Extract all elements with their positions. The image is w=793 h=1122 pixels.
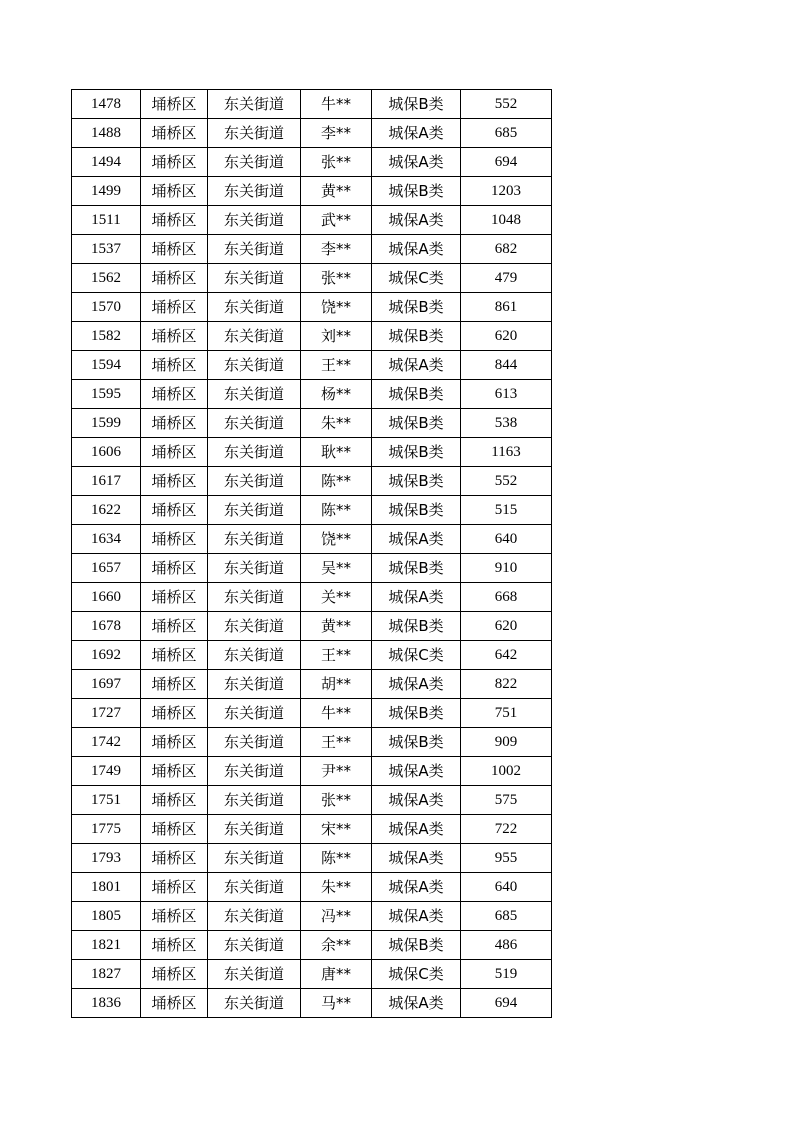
cell-category: 城保B类 xyxy=(372,409,461,438)
cell-category: 城保B类 xyxy=(372,931,461,960)
cell-amount: 822 xyxy=(461,670,552,699)
cell-amount: 955 xyxy=(461,844,552,873)
table-row xyxy=(72,467,552,496)
cell-name: 陈** xyxy=(301,467,372,496)
cell-category: 城保B类 xyxy=(372,728,461,757)
cell-region: 埇桥区 xyxy=(141,322,208,351)
cell-amount: 668 xyxy=(461,583,552,612)
cell-street: 东关街道 xyxy=(208,525,301,554)
table-row xyxy=(72,90,552,119)
cell-street: 东关街道 xyxy=(208,119,301,148)
cell-name: 杨** xyxy=(301,380,372,409)
cell-id: 1562 xyxy=(72,264,141,293)
cell-street: 东关街道 xyxy=(208,554,301,583)
cell-category: 城保A类 xyxy=(372,757,461,786)
cell-amount: 722 xyxy=(461,815,552,844)
cell-street: 东关街道 xyxy=(208,496,301,525)
cell-amount: 613 xyxy=(461,380,552,409)
cell-category: 城保C类 xyxy=(372,960,461,989)
cell-street: 东关街道 xyxy=(208,90,301,119)
table-row xyxy=(72,960,552,989)
cell-name: 张** xyxy=(301,264,372,293)
cell-name: 王** xyxy=(301,728,372,757)
table-row xyxy=(72,264,552,293)
cell-id: 1537 xyxy=(72,235,141,264)
beneficiary-table xyxy=(71,89,552,1018)
cell-name: 唐** xyxy=(301,960,372,989)
table-row xyxy=(72,583,552,612)
table-row xyxy=(72,757,552,786)
table-row xyxy=(72,902,552,931)
cell-street: 东关街道 xyxy=(208,699,301,728)
cell-category: 城保B类 xyxy=(372,177,461,206)
cell-id: 1660 xyxy=(72,583,141,612)
cell-amount: 844 xyxy=(461,351,552,380)
cell-category: 城保A类 xyxy=(372,525,461,554)
cell-name: 张** xyxy=(301,786,372,815)
table-row xyxy=(72,293,552,322)
cell-amount: 751 xyxy=(461,699,552,728)
cell-region: 埇桥区 xyxy=(141,177,208,206)
cell-id: 1594 xyxy=(72,351,141,380)
table-row xyxy=(72,728,552,757)
cell-id: 1582 xyxy=(72,322,141,351)
cell-street: 东关街道 xyxy=(208,960,301,989)
cell-name: 牛** xyxy=(301,90,372,119)
table-row xyxy=(72,554,552,583)
cell-name: 耿** xyxy=(301,438,372,467)
cell-id: 1793 xyxy=(72,844,141,873)
table-row xyxy=(72,322,552,351)
cell-category: 城保A类 xyxy=(372,583,461,612)
cell-street: 东关街道 xyxy=(208,670,301,699)
cell-id: 1488 xyxy=(72,119,141,148)
cell-region: 埇桥区 xyxy=(141,873,208,902)
cell-region: 埇桥区 xyxy=(141,728,208,757)
cell-id: 1827 xyxy=(72,960,141,989)
table-row xyxy=(72,931,552,960)
cell-amount: 479 xyxy=(461,264,552,293)
cell-street: 东关街道 xyxy=(208,728,301,757)
cell-street: 东关街道 xyxy=(208,844,301,873)
cell-amount: 1002 xyxy=(461,757,552,786)
cell-category: 城保A类 xyxy=(372,786,461,815)
cell-id: 1657 xyxy=(72,554,141,583)
cell-region: 埇桥区 xyxy=(141,960,208,989)
cell-id: 1697 xyxy=(72,670,141,699)
cell-street: 东关街道 xyxy=(208,583,301,612)
cell-category: 城保A类 xyxy=(372,989,461,1018)
table-row xyxy=(72,351,552,380)
cell-name: 陈** xyxy=(301,496,372,525)
cell-name: 牛** xyxy=(301,699,372,728)
cell-amount: 682 xyxy=(461,235,552,264)
cell-street: 东关街道 xyxy=(208,757,301,786)
cell-region: 埇桥区 xyxy=(141,351,208,380)
cell-street: 东关街道 xyxy=(208,206,301,235)
cell-street: 东关街道 xyxy=(208,467,301,496)
cell-id: 1742 xyxy=(72,728,141,757)
cell-name: 饶** xyxy=(301,525,372,554)
table-row xyxy=(72,235,552,264)
beneficiary-table-container xyxy=(71,89,552,1018)
cell-category: 城保B类 xyxy=(372,496,461,525)
cell-name: 胡** xyxy=(301,670,372,699)
cell-amount: 620 xyxy=(461,612,552,641)
table-body xyxy=(72,90,552,1018)
cell-street: 东关街道 xyxy=(208,902,301,931)
cell-amount: 486 xyxy=(461,931,552,960)
cell-category: 城保A类 xyxy=(372,235,461,264)
cell-id: 1678 xyxy=(72,612,141,641)
cell-region: 埇桥区 xyxy=(141,119,208,148)
cell-id: 1599 xyxy=(72,409,141,438)
table-row xyxy=(72,148,552,177)
cell-category: 城保A类 xyxy=(372,844,461,873)
cell-amount: 538 xyxy=(461,409,552,438)
cell-category: 城保A类 xyxy=(372,873,461,902)
cell-category: 城保A类 xyxy=(372,351,461,380)
table-row xyxy=(72,438,552,467)
cell-amount: 620 xyxy=(461,322,552,351)
cell-street: 东关街道 xyxy=(208,264,301,293)
cell-region: 埇桥区 xyxy=(141,786,208,815)
cell-amount: 910 xyxy=(461,554,552,583)
cell-category: 城保B类 xyxy=(372,322,461,351)
table-row xyxy=(72,989,552,1018)
table-row xyxy=(72,206,552,235)
cell-street: 东关街道 xyxy=(208,409,301,438)
cell-id: 1692 xyxy=(72,641,141,670)
cell-id: 1805 xyxy=(72,902,141,931)
cell-region: 埇桥区 xyxy=(141,902,208,931)
cell-name: 黄** xyxy=(301,177,372,206)
cell-region: 埇桥区 xyxy=(141,380,208,409)
cell-name: 宋** xyxy=(301,815,372,844)
cell-category: 城保B类 xyxy=(372,554,461,583)
cell-name: 冯** xyxy=(301,902,372,931)
cell-region: 埇桥区 xyxy=(141,612,208,641)
cell-region: 埇桥区 xyxy=(141,931,208,960)
cell-region: 埇桥区 xyxy=(141,670,208,699)
cell-category: 城保B类 xyxy=(372,467,461,496)
cell-category: 城保A类 xyxy=(372,902,461,931)
cell-region: 埇桥区 xyxy=(141,496,208,525)
cell-name: 刘** xyxy=(301,322,372,351)
cell-region: 埇桥区 xyxy=(141,757,208,786)
cell-name: 马** xyxy=(301,989,372,1018)
cell-amount: 1048 xyxy=(461,206,552,235)
cell-street: 东关街道 xyxy=(208,148,301,177)
cell-name: 王** xyxy=(301,641,372,670)
cell-name: 朱** xyxy=(301,873,372,902)
table-row xyxy=(72,496,552,525)
cell-id: 1595 xyxy=(72,380,141,409)
cell-street: 东关街道 xyxy=(208,235,301,264)
cell-id: 1749 xyxy=(72,757,141,786)
cell-category: 城保C类 xyxy=(372,641,461,670)
cell-id: 1494 xyxy=(72,148,141,177)
cell-street: 东关街道 xyxy=(208,873,301,902)
cell-region: 埇桥区 xyxy=(141,235,208,264)
table-row xyxy=(72,612,552,641)
cell-category: 城保A类 xyxy=(372,148,461,177)
cell-amount: 685 xyxy=(461,902,552,931)
cell-street: 东关街道 xyxy=(208,989,301,1018)
cell-name: 黄** xyxy=(301,612,372,641)
cell-name: 吴** xyxy=(301,554,372,583)
cell-name: 余** xyxy=(301,931,372,960)
cell-region: 埇桥区 xyxy=(141,90,208,119)
cell-amount: 685 xyxy=(461,119,552,148)
table-row xyxy=(72,670,552,699)
cell-category: 城保A类 xyxy=(372,815,461,844)
cell-name: 李** xyxy=(301,119,372,148)
cell-category: 城保C类 xyxy=(372,264,461,293)
cell-street: 东关街道 xyxy=(208,815,301,844)
cell-id: 1634 xyxy=(72,525,141,554)
cell-region: 埇桥区 xyxy=(141,554,208,583)
cell-name: 尹** xyxy=(301,757,372,786)
table-row xyxy=(72,525,552,554)
cell-amount: 1163 xyxy=(461,438,552,467)
cell-amount: 640 xyxy=(461,873,552,902)
cell-region: 埇桥区 xyxy=(141,699,208,728)
cell-region: 埇桥区 xyxy=(141,815,208,844)
cell-amount: 1203 xyxy=(461,177,552,206)
cell-id: 1801 xyxy=(72,873,141,902)
cell-category: 城保B类 xyxy=(372,293,461,322)
cell-id: 1478 xyxy=(72,90,141,119)
cell-region: 埇桥区 xyxy=(141,641,208,670)
cell-street: 东关街道 xyxy=(208,786,301,815)
cell-street: 东关街道 xyxy=(208,380,301,409)
cell-amount: 694 xyxy=(461,989,552,1018)
cell-region: 埇桥区 xyxy=(141,206,208,235)
cell-amount: 519 xyxy=(461,960,552,989)
table-row xyxy=(72,380,552,409)
cell-id: 1775 xyxy=(72,815,141,844)
cell-name: 张** xyxy=(301,148,372,177)
cell-name: 饶** xyxy=(301,293,372,322)
cell-category: 城保B类 xyxy=(372,699,461,728)
cell-category: 城保A类 xyxy=(372,670,461,699)
cell-street: 东关街道 xyxy=(208,351,301,380)
cell-region: 埇桥区 xyxy=(141,293,208,322)
cell-amount: 861 xyxy=(461,293,552,322)
cell-name: 李** xyxy=(301,235,372,264)
table-row xyxy=(72,119,552,148)
cell-region: 埇桥区 xyxy=(141,438,208,467)
cell-region: 埇桥区 xyxy=(141,264,208,293)
cell-region: 埇桥区 xyxy=(141,467,208,496)
cell-street: 东关街道 xyxy=(208,641,301,670)
table-row xyxy=(72,409,552,438)
cell-region: 埇桥区 xyxy=(141,409,208,438)
cell-amount: 694 xyxy=(461,148,552,177)
cell-street: 东关街道 xyxy=(208,177,301,206)
cell-amount: 552 xyxy=(461,90,552,119)
cell-id: 1622 xyxy=(72,496,141,525)
table-row xyxy=(72,815,552,844)
cell-amount: 575 xyxy=(461,786,552,815)
cell-id: 1727 xyxy=(72,699,141,728)
cell-name: 王** xyxy=(301,351,372,380)
table-row xyxy=(72,699,552,728)
cell-amount: 640 xyxy=(461,525,552,554)
cell-category: 城保B类 xyxy=(372,612,461,641)
cell-name: 朱** xyxy=(301,409,372,438)
cell-street: 东关街道 xyxy=(208,293,301,322)
cell-region: 埇桥区 xyxy=(141,148,208,177)
cell-street: 东关街道 xyxy=(208,322,301,351)
table-row xyxy=(72,844,552,873)
cell-id: 1617 xyxy=(72,467,141,496)
cell-name: 关** xyxy=(301,583,372,612)
cell-id: 1511 xyxy=(72,206,141,235)
cell-region: 埇桥区 xyxy=(141,525,208,554)
cell-name: 陈** xyxy=(301,844,372,873)
cell-amount: 909 xyxy=(461,728,552,757)
cell-amount: 552 xyxy=(461,467,552,496)
cell-id: 1836 xyxy=(72,989,141,1018)
cell-region: 埇桥区 xyxy=(141,583,208,612)
cell-id: 1751 xyxy=(72,786,141,815)
cell-id: 1606 xyxy=(72,438,141,467)
cell-region: 埇桥区 xyxy=(141,844,208,873)
cell-id: 1499 xyxy=(72,177,141,206)
table-row xyxy=(72,641,552,670)
cell-id: 1821 xyxy=(72,931,141,960)
cell-amount: 642 xyxy=(461,641,552,670)
cell-category: 城保B类 xyxy=(372,438,461,467)
table-row xyxy=(72,873,552,902)
cell-category: 城保B类 xyxy=(372,380,461,409)
cell-region: 埇桥区 xyxy=(141,989,208,1018)
table-row xyxy=(72,177,552,206)
cell-street: 东关街道 xyxy=(208,438,301,467)
cell-street: 东关街道 xyxy=(208,612,301,641)
cell-category: 城保A类 xyxy=(372,119,461,148)
cell-amount: 515 xyxy=(461,496,552,525)
cell-category: 城保A类 xyxy=(372,206,461,235)
table-row xyxy=(72,786,552,815)
cell-name: 武** xyxy=(301,206,372,235)
cell-street: 东关街道 xyxy=(208,931,301,960)
cell-id: 1570 xyxy=(72,293,141,322)
cell-category: 城保B类 xyxy=(372,90,461,119)
